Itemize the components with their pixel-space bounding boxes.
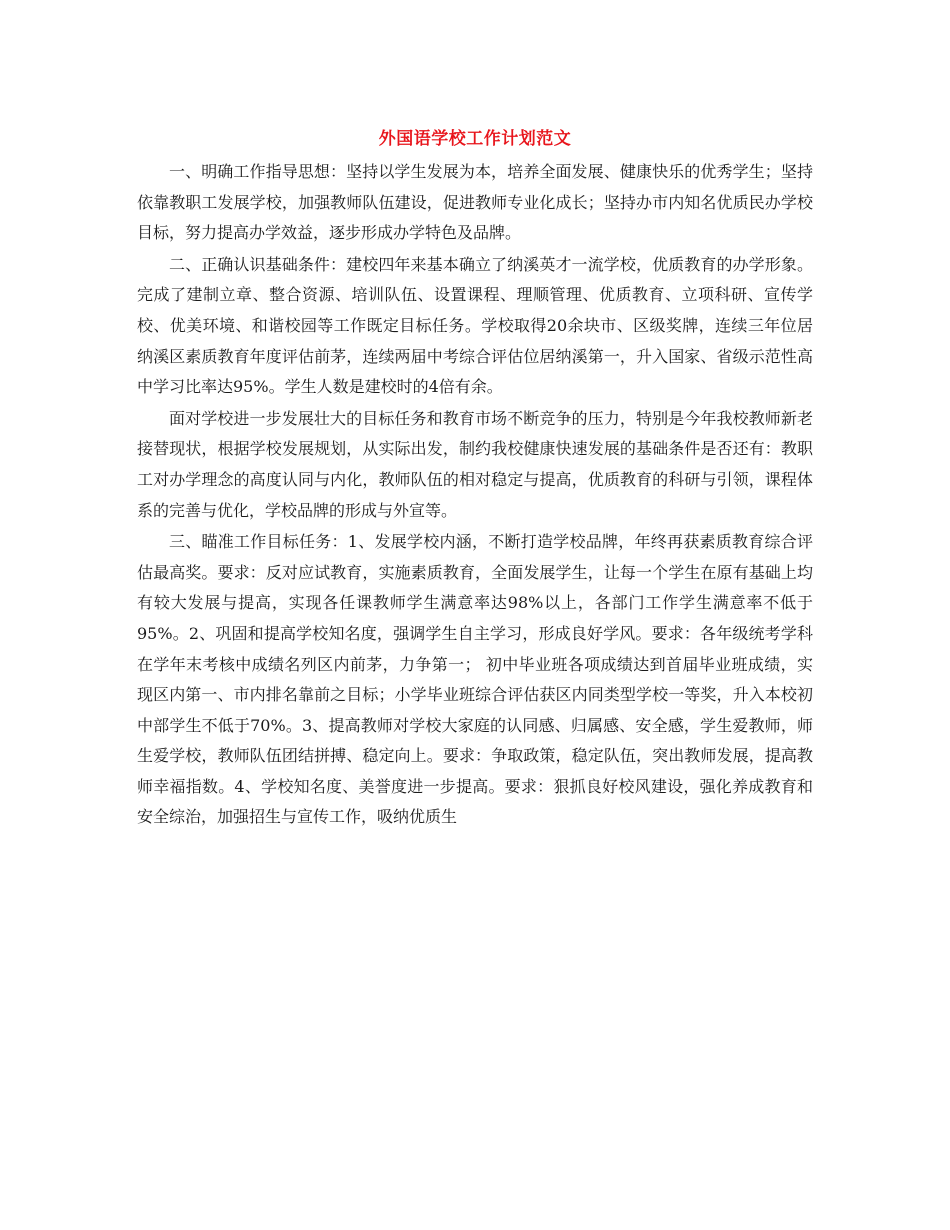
- document-title: 外国语学校工作计划范文: [378, 129, 572, 149]
- paragraph-basic-conditions: 二、正确认识基础条件：建校四年来基本确立了纳溪英才一流学校，优质教育的办学形象。完成了建制立章、整合资源、培训队伍、设置课程、理顺管理、优质教育、立项科研、宣传学校、优美环境、和谐校园等工作既定目标任务。学校取得20余块市、区级奖牌，连续三年位居纳溪区素质教育年度评估前茅，连续两届中考综合评估位居纳溪第一，升入国家、省级示范性高中学习比率达95%。学生人数是建校时的4倍有余。: [137, 254, 813, 397]
- paragraph-work-goals: 三、瞄准工作目标任务：1、发展学校内涵，不断打造学校品牌，年终再获素质教育综合评估最高奖。要求：反对应试教育，实施素质教育，全面发展学生，让每一个学生在原有基础上均有较大发展与提高，实现各任课教师学生满意率达98%以上，各部门工作学生满意率不低于95%。2、巩固和提高学校知名度，强调学生自主学习，形成良好学风。要求：各年级统考学科在学年末考核中成绩名列区内前茅，力争第一； 初中毕业班各项成绩达到首届毕业班成绩，实现区内第一、市内排名靠前之目标；小学毕业班综合评估获区内同类型学校一等奖，升入本校初中部学生不低于70%。3、提高教师对学校大家庭的认同感、归属感、安全感，学生爱教师，师生爱学校，教师队伍团结拼搏、稳定向上。要求：争取政策，稳定队伍，突出教师发展，提高教师幸福指数。4、学校知名度、美誉度进一步提高。要求：狠抓良好校风建设，强化养成教育和安全综治，加强招生与宣传工作，吸纳优质生: [137, 532, 813, 827]
- paragraph-challenges: 面对学校进一步发展壮大的目标任务和教育市场不断竞争的压力，特别是今年我校教师新老接替现状，根据学校发展规划，从实际出发，制约我校健康快速发展的基础条件是否还有：教职工对办学理念的高度认同与内化，教师队伍的相对稳定与提高，优质教育的科研与引领，课程体系的完善与优化，学校品牌的形成与外宣等。: [137, 408, 813, 520]
- document-body: [137, 157, 813, 833]
- paragraph-guiding-thought: 一、明确工作指导思想：坚持以学生发展为本，培养全面发展、健康快乐的优秀学生；坚持依靠教职工发展学校，加强教师队伍建设，促进教师专业化成长；坚持办市内知名优质民办学校目标，努力提高办学效益，逐步形成办学特色及品牌。: [137, 162, 813, 243]
